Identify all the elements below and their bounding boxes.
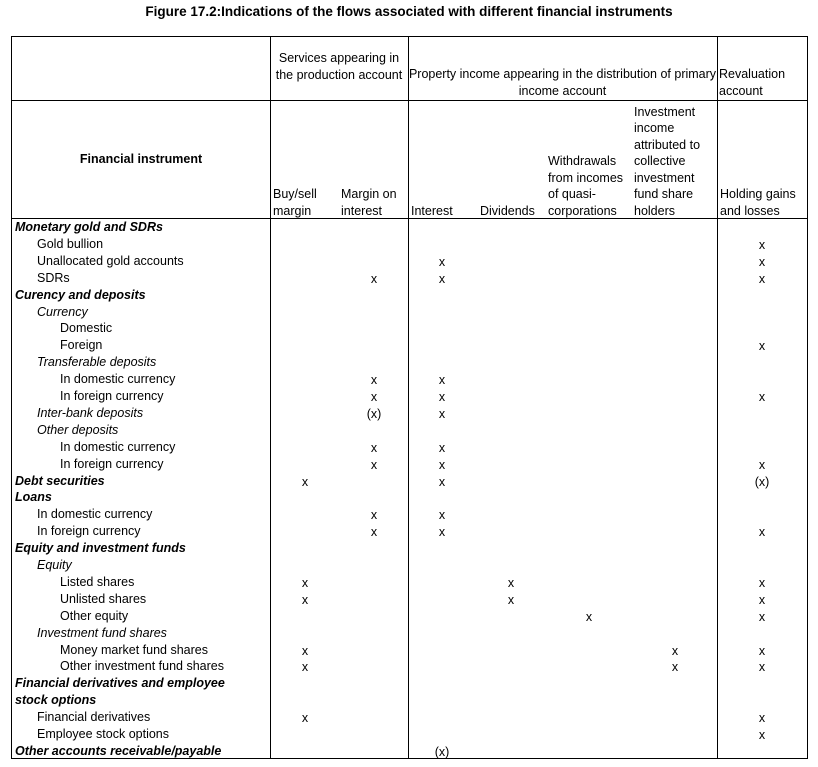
table-row	[12, 523, 807, 540]
flow-mark: x	[758, 728, 766, 742]
flow-mark: x	[758, 339, 766, 354]
table-row	[12, 405, 807, 422]
flow-mark: x	[438, 254, 446, 269]
table-row	[12, 422, 807, 439]
table-row	[12, 506, 807, 523]
table-row	[12, 489, 807, 506]
flow-mark: x	[438, 271, 446, 286]
flow-mark: x	[671, 643, 679, 658]
flow-mark: x	[438, 406, 446, 421]
col-header-dividends: Dividends	[480, 203, 535, 218]
flow-mark: x	[758, 237, 766, 252]
row-label: Listed shares	[60, 574, 135, 589]
flow-mark: x	[438, 440, 446, 455]
table-row	[12, 219, 807, 236]
row-label: In domestic currency	[60, 372, 176, 387]
flow-mark: x	[370, 373, 378, 388]
flow-mark: x	[301, 711, 309, 726]
row-label: Curency and deposits	[15, 287, 146, 302]
row-label: Debt securities	[15, 473, 105, 488]
table-row	[12, 473, 807, 490]
table-row	[12, 253, 807, 270]
row-label: Transferable deposits	[37, 355, 157, 370]
row-label: In domestic currency	[60, 439, 176, 454]
row-label: Employee stock options	[37, 727, 170, 741]
table-row	[12, 388, 807, 405]
flow-mark: (x)	[434, 744, 450, 759]
table-row	[12, 304, 807, 321]
row-label: Unlisted shares	[60, 591, 147, 606]
group-header-revaluation: Revaluation account	[719, 67, 786, 98]
flow-mark: (x)	[754, 474, 770, 489]
flow-mark: x	[370, 271, 378, 286]
row-label: In foreign currency	[37, 524, 141, 539]
row-label: Other equity	[60, 608, 129, 623]
flow-mark: x	[758, 660, 766, 675]
flow-mark: x	[301, 474, 309, 489]
table-row	[12, 675, 807, 692]
col-header-interest: Interest	[411, 203, 453, 218]
row-label: Other investment fund shares	[60, 659, 224, 674]
flow-mark: x	[671, 660, 679, 675]
table-row	[12, 287, 807, 304]
flow-mark: x	[507, 592, 515, 607]
table-row	[12, 320, 807, 337]
row-label: Investment fund shares	[37, 625, 167, 640]
flow-mark: x	[758, 643, 766, 658]
row-label: Inter-bank deposits	[37, 405, 144, 420]
flow-mark: x	[370, 525, 378, 540]
figure-title: Figure 17.2:Indications of the flows associated with different financial instruments	[145, 4, 673, 19]
table-row	[12, 726, 807, 743]
table-row	[12, 709, 807, 726]
row-label: Gold bullion	[37, 236, 104, 251]
col-header-buy-sell: Buy/sell margin	[273, 187, 317, 218]
table-row	[12, 692, 807, 709]
row-label: Unallocated gold accounts	[37, 253, 184, 268]
flow-mark: x	[758, 390, 766, 404]
flow-mark: x	[370, 508, 378, 523]
flow-mark: x	[370, 457, 378, 472]
col-header-holding-gains: Holding gains and losses	[720, 187, 796, 218]
flow-mark: (x)	[366, 406, 382, 421]
row-label: Equity and investment funds	[15, 541, 186, 556]
flow-mark: x	[438, 390, 446, 404]
table-row	[12, 608, 807, 625]
row-label: Other accounts receivable/payable	[15, 743, 222, 758]
flow-mark: x	[301, 592, 309, 607]
row-label: Other deposits	[37, 422, 119, 437]
flow-mark: x	[758, 609, 766, 624]
table-row	[12, 236, 807, 253]
flow-mark: x	[301, 660, 309, 675]
row-label: Loans	[15, 490, 52, 505]
table-row	[12, 557, 807, 574]
flow-mark: x	[507, 575, 515, 590]
table-row	[12, 270, 807, 287]
table-row	[12, 658, 807, 675]
group-header-property: Property income appearing in the distribution of primary income account	[408, 67, 717, 98]
row-label: Currency	[37, 304, 88, 319]
row-label: In domestic currency	[37, 507, 153, 522]
table-row	[12, 591, 807, 608]
flow-mark: x	[758, 254, 766, 269]
financial-instrument-header: Financial instrument	[79, 152, 203, 166]
table-row	[12, 456, 807, 473]
flow-mark: x	[585, 609, 593, 624]
col-header-withdrawals: Withdrawals from incomes of quasi-corporations	[548, 154, 624, 218]
table-row	[12, 439, 807, 456]
flow-mark: x	[301, 643, 309, 658]
flow-mark: x	[758, 271, 766, 286]
col-header-margin-interest: Margin on interest	[341, 187, 397, 218]
row-label: Money market fund shares	[60, 642, 208, 657]
row-label: SDRs	[37, 270, 70, 285]
flow-mark: x	[301, 575, 309, 590]
col-header-investment-income: Investment income attributed to collective investment fund share holders	[634, 104, 701, 218]
row-label: Financial derivatives and employee	[15, 676, 225, 691]
table-row	[12, 743, 807, 760]
flow-mark: x	[438, 457, 446, 472]
row-label: Equity	[37, 558, 72, 572]
flow-mark: x	[758, 457, 766, 472]
header-rule-top	[11, 100, 808, 101]
row-label: Monetary gold and SDRs	[15, 220, 163, 234]
flow-mark: x	[438, 508, 446, 523]
flow-mark: x	[438, 474, 446, 489]
flow-mark: x	[370, 440, 378, 455]
flow-mark: x	[758, 525, 766, 540]
group-header-services: Services appearing in the production account	[275, 51, 403, 82]
row-label: Financial derivatives	[37, 710, 151, 725]
table-row	[12, 371, 807, 388]
table-row	[12, 540, 807, 557]
flow-mark: x	[758, 575, 766, 590]
row-label: Foreign	[60, 338, 103, 353]
row-label: Domestic	[60, 321, 113, 336]
flow-mark: x	[438, 525, 446, 540]
table-row	[12, 354, 807, 371]
row-label: In foreign currency	[60, 389, 164, 403]
table-row	[12, 337, 807, 354]
row-label: In foreign currency	[60, 456, 164, 471]
flow-mark: x	[438, 373, 446, 388]
flow-mark: x	[758, 711, 766, 726]
flow-mark: x	[370, 390, 378, 404]
table-row	[12, 642, 807, 659]
flow-mark: x	[758, 592, 766, 607]
table-row	[12, 574, 807, 591]
row-label: stock options	[15, 693, 97, 708]
table-row	[12, 625, 807, 642]
